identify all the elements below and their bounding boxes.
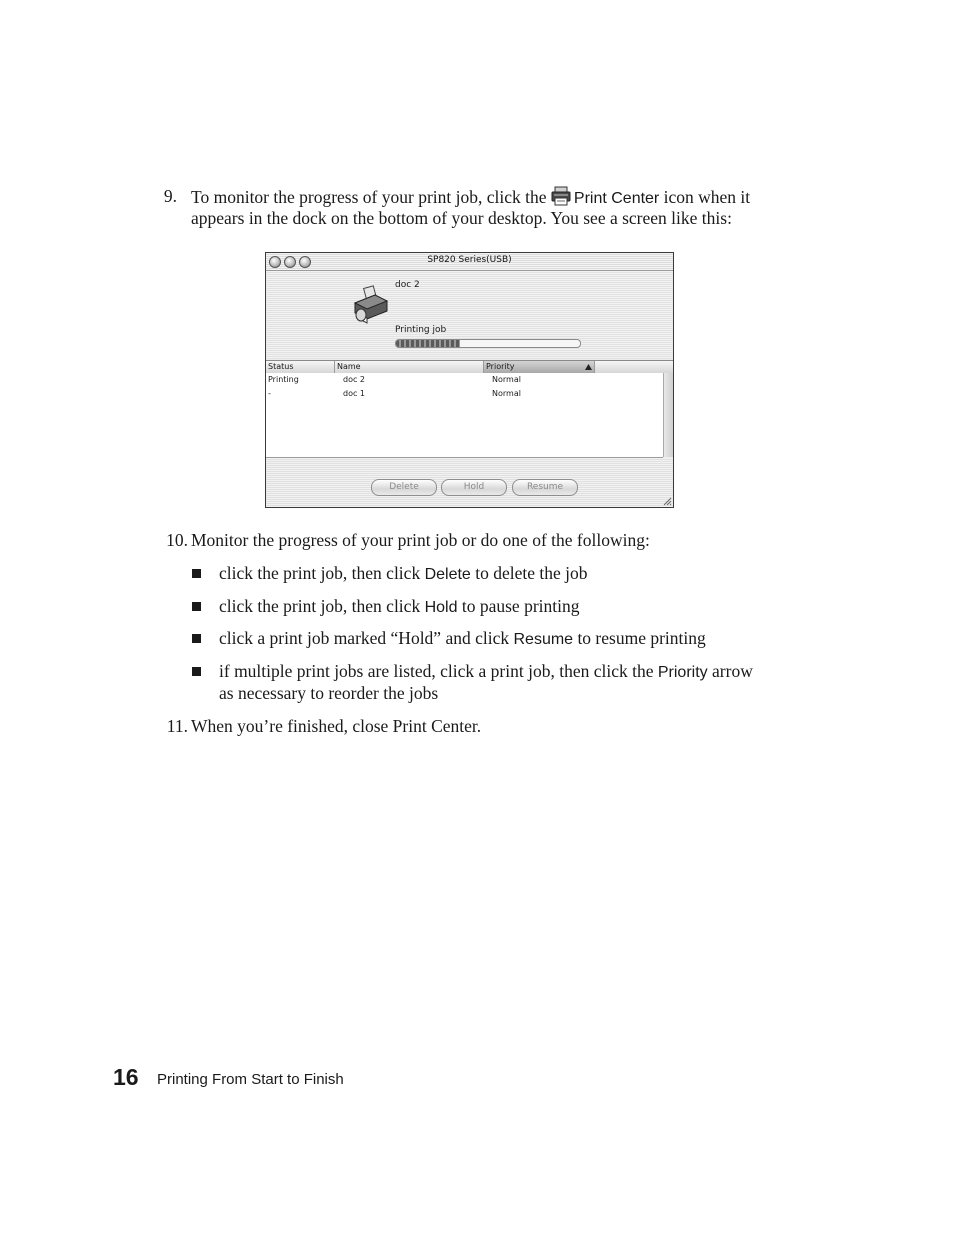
resume-button[interactable]: Resume — [512, 479, 578, 496]
sort-ascending-icon[interactable] — [585, 364, 592, 370]
bullet-3-after: to resume printing — [577, 628, 706, 648]
section-title: Printing From Start to Finish — [157, 1071, 344, 1088]
job-progress-bar — [395, 339, 581, 348]
row-name: doc 1 — [343, 389, 366, 398]
step-11-text: When you’re finished, close Print Center. — [191, 716, 482, 736]
bullet-4-after: arrow — [712, 661, 753, 681]
row-name: doc 2 — [343, 375, 366, 384]
hold-term: Hold — [424, 599, 458, 616]
column-header-priority[interactable] — [484, 361, 595, 373]
queue-table-body — [266, 373, 663, 458]
queue-table-header — [266, 360, 673, 374]
bullet-1-before: click the print job, then click — [219, 563, 421, 583]
row-priority: Normal — [492, 375, 521, 384]
bullet-4-before: if multiple print jobs are listed, click a print job, then click the — [219, 661, 654, 681]
resize-grip-icon[interactable] — [663, 497, 672, 506]
print-queue-window — [265, 252, 674, 508]
step-9-text-after: icon when it — [663, 187, 751, 207]
bullet-square-icon — [192, 634, 201, 643]
button-bar — [266, 458, 673, 507]
bullet-square-icon — [192, 569, 201, 578]
printer-icon — [351, 285, 391, 325]
window-title: SP820 Series(USB) — [427, 255, 512, 265]
bullet-4 — [219, 661, 753, 682]
delete-term: Delete — [424, 566, 471, 583]
priority-term: Priority — [657, 664, 708, 681]
window-titlebar — [266, 253, 673, 271]
queue-scrollbar[interactable] — [663, 373, 673, 457]
step-number-9: 9. — [163, 186, 177, 206]
step-number-11: 11. — [166, 716, 188, 736]
job-progress-fill — [396, 340, 460, 347]
bullet-square-icon — [192, 667, 201, 676]
print-center-icon — [551, 186, 571, 206]
step-10-text: Monitor the progress of your print job or do one of the following: — [191, 530, 650, 550]
current-doc-name: doc 2 — [395, 280, 420, 290]
bullet-2-after: to pause printing — [461, 596, 580, 616]
column-header-name[interactable]: Name — [335, 361, 484, 373]
bullet-square-icon — [192, 602, 201, 611]
bullet-4-line-2: as necessary to reorder the jobs — [219, 683, 439, 703]
row-priority: Normal — [492, 389, 521, 398]
bullet-1 — [219, 563, 587, 584]
step-9-line-1 — [191, 186, 750, 208]
step-number-10: 10. — [166, 530, 188, 550]
bullet-2 — [219, 596, 579, 617]
page-number: 16 — [113, 1064, 139, 1090]
row-status: Printing — [268, 375, 299, 384]
bullet-2-before: click the print job, then click — [219, 596, 421, 616]
resume-term: Resume — [513, 631, 574, 648]
step-9-line-2: appears in the dock on the bottom of your desktop. You see a screen like this: — [191, 208, 732, 228]
job-status-label: Printing job — [395, 325, 447, 335]
row-status: - — [268, 389, 271, 398]
print-center-term: Print Center — [573, 190, 660, 207]
column-header-priority-label: Priority — [486, 362, 515, 371]
hold-button[interactable]: Hold — [441, 479, 507, 496]
step-9-text-before: To monitor the progress of your print job, click the — [191, 187, 547, 207]
column-header-status[interactable]: Status — [266, 361, 335, 373]
job-info-pane — [266, 271, 673, 359]
delete-button[interactable]: Delete — [371, 479, 437, 496]
bullet-1-after: to delete the job — [475, 563, 588, 583]
bullet-3-before: click a print job marked “Hold” and click — [219, 628, 510, 648]
bullet-3 — [219, 628, 706, 649]
